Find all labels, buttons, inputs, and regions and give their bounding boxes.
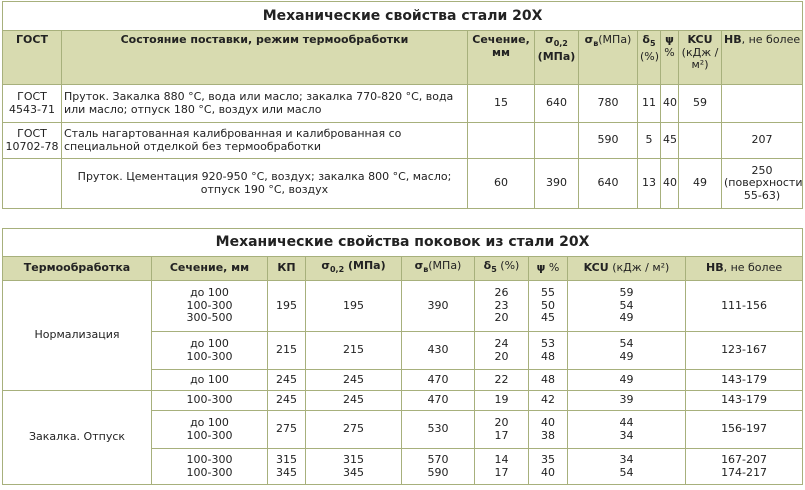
reduction-cell: 40 [661, 85, 679, 123]
kp-cell: 245 [268, 370, 306, 391]
hardness-cell: 167-207 174-217 [686, 449, 803, 485]
table-row [3, 123, 803, 159]
reduction-cell: 48 [529, 370, 568, 391]
section-cell: до 100 100-300 [152, 411, 268, 449]
state-cell: Сталь нагартованная калиброванная и калиброванная со специальной отделкой без термообработки [62, 123, 468, 159]
elongation-cell: 11 [638, 85, 661, 123]
section-cell: 100-300 [152, 391, 268, 411]
kp-cell: 215 [268, 332, 306, 370]
header-hardness: HB, не более [686, 257, 803, 281]
elongation-cell: 22 [475, 370, 529, 391]
kcu-cell [679, 123, 722, 159]
hardness-cell: 250 (поверхности 55-63) [722, 159, 803, 209]
kcu-cell: 59 54 49 [568, 281, 686, 332]
tensile-cell: 570 590 [402, 449, 475, 485]
elongation-cell: 24 20 [475, 332, 529, 370]
kcu-cell: 49 [679, 159, 722, 209]
tensile-cell: 590 [579, 123, 638, 159]
steel-properties-title: Механические свойства стали 20Х [3, 2, 803, 31]
steel-properties-table [2, 1, 803, 209]
section-cell [468, 123, 535, 159]
yield-cell: 215 [306, 332, 402, 370]
yield-cell: 315 345 [306, 449, 402, 485]
tensile-cell: 780 [579, 85, 638, 123]
tensile-cell: 640 [579, 159, 638, 209]
elongation-cell: 20 17 [475, 411, 529, 449]
reduction-cell: 40 38 [529, 411, 568, 449]
header-elongation: $\delta_5$ (%) [475, 257, 529, 281]
kcu-cell: 54 49 [568, 332, 686, 370]
header-gost: ГОСТ [3, 31, 62, 85]
header-section: Сечение, мм [468, 31, 535, 85]
section-cell: до 100 100-300 300-500 [152, 281, 268, 332]
tensile-cell: 390 [402, 281, 475, 332]
reduction-cell: 45 [661, 123, 679, 159]
section-cell: 15 [468, 85, 535, 123]
section-cell: 100-300 100-300 [152, 449, 268, 485]
reduction-cell: 35 40 [529, 449, 568, 485]
yield-cell: 245 [306, 370, 402, 391]
table-row [3, 281, 803, 332]
table-row [3, 391, 803, 411]
reduction-cell: 40 [661, 159, 679, 209]
elongation-cell: 13 [638, 159, 661, 209]
forgings-properties-title: Механические свойства поковок из стали 20Х [3, 229, 803, 257]
kp-cell: 245 [268, 391, 306, 411]
header-kp: КП [268, 257, 306, 281]
header-kcu: KCU (кДж / м²) [679, 31, 722, 85]
section-cell: до 100 100-300 [152, 332, 268, 370]
section-cell: до 100 [152, 370, 268, 391]
elongation-cell: 5 [638, 123, 661, 159]
elongation-cell: 26 23 20 [475, 281, 529, 332]
header-reduction: ψ % [661, 31, 679, 85]
hardness-cell [722, 85, 803, 123]
treatment-cell: Нормализация [3, 281, 152, 391]
forgings-properties-table [2, 228, 803, 485]
hardness-cell: 143-179 [686, 370, 803, 391]
table-row [3, 159, 803, 209]
tensile-cell: 430 [402, 332, 475, 370]
header-kcu: KCU (кДж / м²) [568, 257, 686, 281]
kcu-cell: 44 34 [568, 411, 686, 449]
elongation-cell: 19 [475, 391, 529, 411]
header-treatment: Термообработка [3, 257, 152, 281]
header-elongation: $\delta_5$ (%) [638, 31, 661, 85]
state-cell: Пруток. Закалка 880 °С, вода или масло; закалка 770-820 °С, вода или масло; отпуск 180 °С, воздух или масло [62, 85, 468, 123]
section-cell: 60 [468, 159, 535, 209]
kcu-cell: 39 [568, 391, 686, 411]
header-yield-strength: $\sigma_{0,2}$ (МПа) [535, 31, 579, 85]
hardness-cell: 207 [722, 123, 803, 159]
kcu-cell: 34 54 [568, 449, 686, 485]
header-yield-strength: $\sigma_{0,2}$ (МПа) [306, 257, 402, 281]
yield-cell: 275 [306, 411, 402, 449]
reduction-cell: 53 48 [529, 332, 568, 370]
yield-cell: 390 [535, 159, 579, 209]
yield-cell [535, 123, 579, 159]
table-row [3, 85, 803, 123]
state-cell: Пруток. Цементация 920-950 °С, воздух; закалка 800 °С, масло; отпуск 190 °С, воздух [62, 159, 468, 209]
kp-cell: 275 [268, 411, 306, 449]
yield-cell: 195 [306, 281, 402, 332]
elongation-cell: 14 17 [475, 449, 529, 485]
header-state: Состояние поставки, режим термообработки [62, 31, 468, 85]
kp-cell: 315 345 [268, 449, 306, 485]
tensile-cell: 470 [402, 391, 475, 411]
tensile-cell: 470 [402, 370, 475, 391]
treatment-cell: Закалка. Отпуск [3, 391, 152, 485]
header-tensile-strength: $\sigma_в(МПа)$ [402, 257, 475, 281]
header-reduction: ψ % [529, 257, 568, 281]
kcu-cell: 59 [679, 85, 722, 123]
header-hardness: HB, не более [722, 31, 803, 85]
gost-cell: ГОСТ 4543-71 [3, 85, 62, 123]
hardness-cell: 123-167 [686, 332, 803, 370]
yield-cell: 245 [306, 391, 402, 411]
hardness-cell: 111-156 [686, 281, 803, 332]
gost-cell: ГОСТ 10702-78 [3, 123, 62, 159]
kcu-cell: 49 [568, 370, 686, 391]
header-section: Сечение, мм [152, 257, 268, 281]
kp-cell: 195 [268, 281, 306, 332]
reduction-cell: 42 [529, 391, 568, 411]
hardness-cell: 143-179 [686, 391, 803, 411]
hardness-cell: 156-197 [686, 411, 803, 449]
yield-cell: 640 [535, 85, 579, 123]
reduction-cell: 55 50 45 [529, 281, 568, 332]
gost-cell [3, 159, 62, 209]
tensile-cell: 530 [402, 411, 475, 449]
header-tensile-strength: $\sigma_в(МПа)$ [579, 31, 638, 85]
